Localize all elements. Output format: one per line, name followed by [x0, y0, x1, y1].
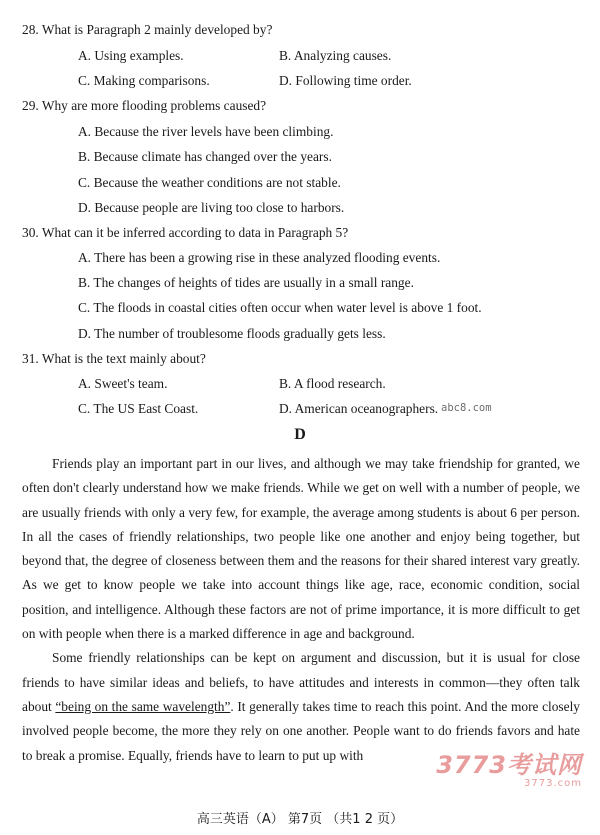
question-30-option-a: A. There has been a growing rise in these analyzed flooding events.	[78, 250, 441, 265]
question-28-option-a: A. Using examples.	[78, 48, 184, 63]
question-30-stem: 30. What can it be inferred according to data in Paragraph 5?	[22, 225, 349, 240]
question-29-option-b: B. Because climate has changed over the years.	[78, 149, 332, 164]
question-28-option-b: B. Analyzing causes.	[279, 48, 392, 63]
question-28-stem: 28. What is Paragraph 2 mainly developed by?	[22, 22, 273, 37]
question-31-option-a: A. Sweet's team.	[78, 376, 168, 391]
question-30-option-c: C. The floods in coastal cities often occur when water level is above 1 foot.	[78, 300, 482, 315]
question-31-option-c: C. The US East Coast.	[78, 401, 199, 416]
passage-paragraph-2	[22, 646, 580, 767]
passage-paragraph-2-start: Some friendly relationships can be kept on argument and discussion, but it is usual for close friends to have similar ideas and beliefs, to have attitudes and interests in common—they often talk about	[22, 650, 580, 714]
question-30-option-b: B. The changes of heights of tides are usually in a small range.	[78, 275, 414, 290]
site-logo-main: 3773考试网	[436, 751, 582, 779]
question-28-option-c: C. Making comparisons.	[78, 73, 210, 88]
site-logo-sub: 3773.com	[524, 778, 582, 789]
question-29-option-c: C. Because the weather conditions are not stable.	[78, 175, 341, 190]
watermark-text: abc8.com	[441, 402, 492, 414]
site-logo	[436, 752, 582, 790]
question-28-option-d: D. Following time order.	[279, 73, 412, 88]
passage-paragraph-2-end: . It generally takes time to reach this point. And the more closely involved people become, the more they rely on one another. People want to do friends favors and hate to break a promise. Equally, friends have to learn to put up with	[22, 698, 580, 763]
question-31-option-b: B. A flood research.	[279, 376, 386, 391]
question-31-option-d: D. American oceanographers.	[279, 401, 439, 416]
question-31-stem: 31. What is the text mainly about?	[22, 351, 206, 366]
section-heading: D	[294, 426, 306, 443]
page-footer: 高三英语（A） 第7页 （共1 2 页）	[196, 812, 404, 827]
question-29-option-d: D. Because people are living too close to harbors.	[78, 200, 345, 215]
question-29-option-a: A. Because the river levels have been climbing.	[78, 124, 334, 139]
passage	[22, 452, 580, 768]
question-29-stem: 29. Why are more flooding problems caused?	[22, 98, 267, 113]
underlined-phrase: “being on the same wavelength”	[55, 698, 231, 714]
passage-paragraph-1: Friends play an important part in our lives, and although we may take friendship for granted, we often don't clearly understand how we make friends. While we get on well with a number of people, we are usually friends with only a very few, for example, the average among students is about 6 per person. In all the cases of friendly relationships, two people like one another and enjoy being together, but beyond that, the degree of closeness between them and the reasons for their shared interest vary greatly. As we get to know people we take into account things like age, race, economic condition, social position, and intelligence. Although these factors are not of prime importance, it is more difficult to get on with people when there is a marked difference in age and background.	[22, 456, 580, 642]
question-30-option-d: D. The number of troublesome floods gradually gets less.	[78, 326, 386, 341]
